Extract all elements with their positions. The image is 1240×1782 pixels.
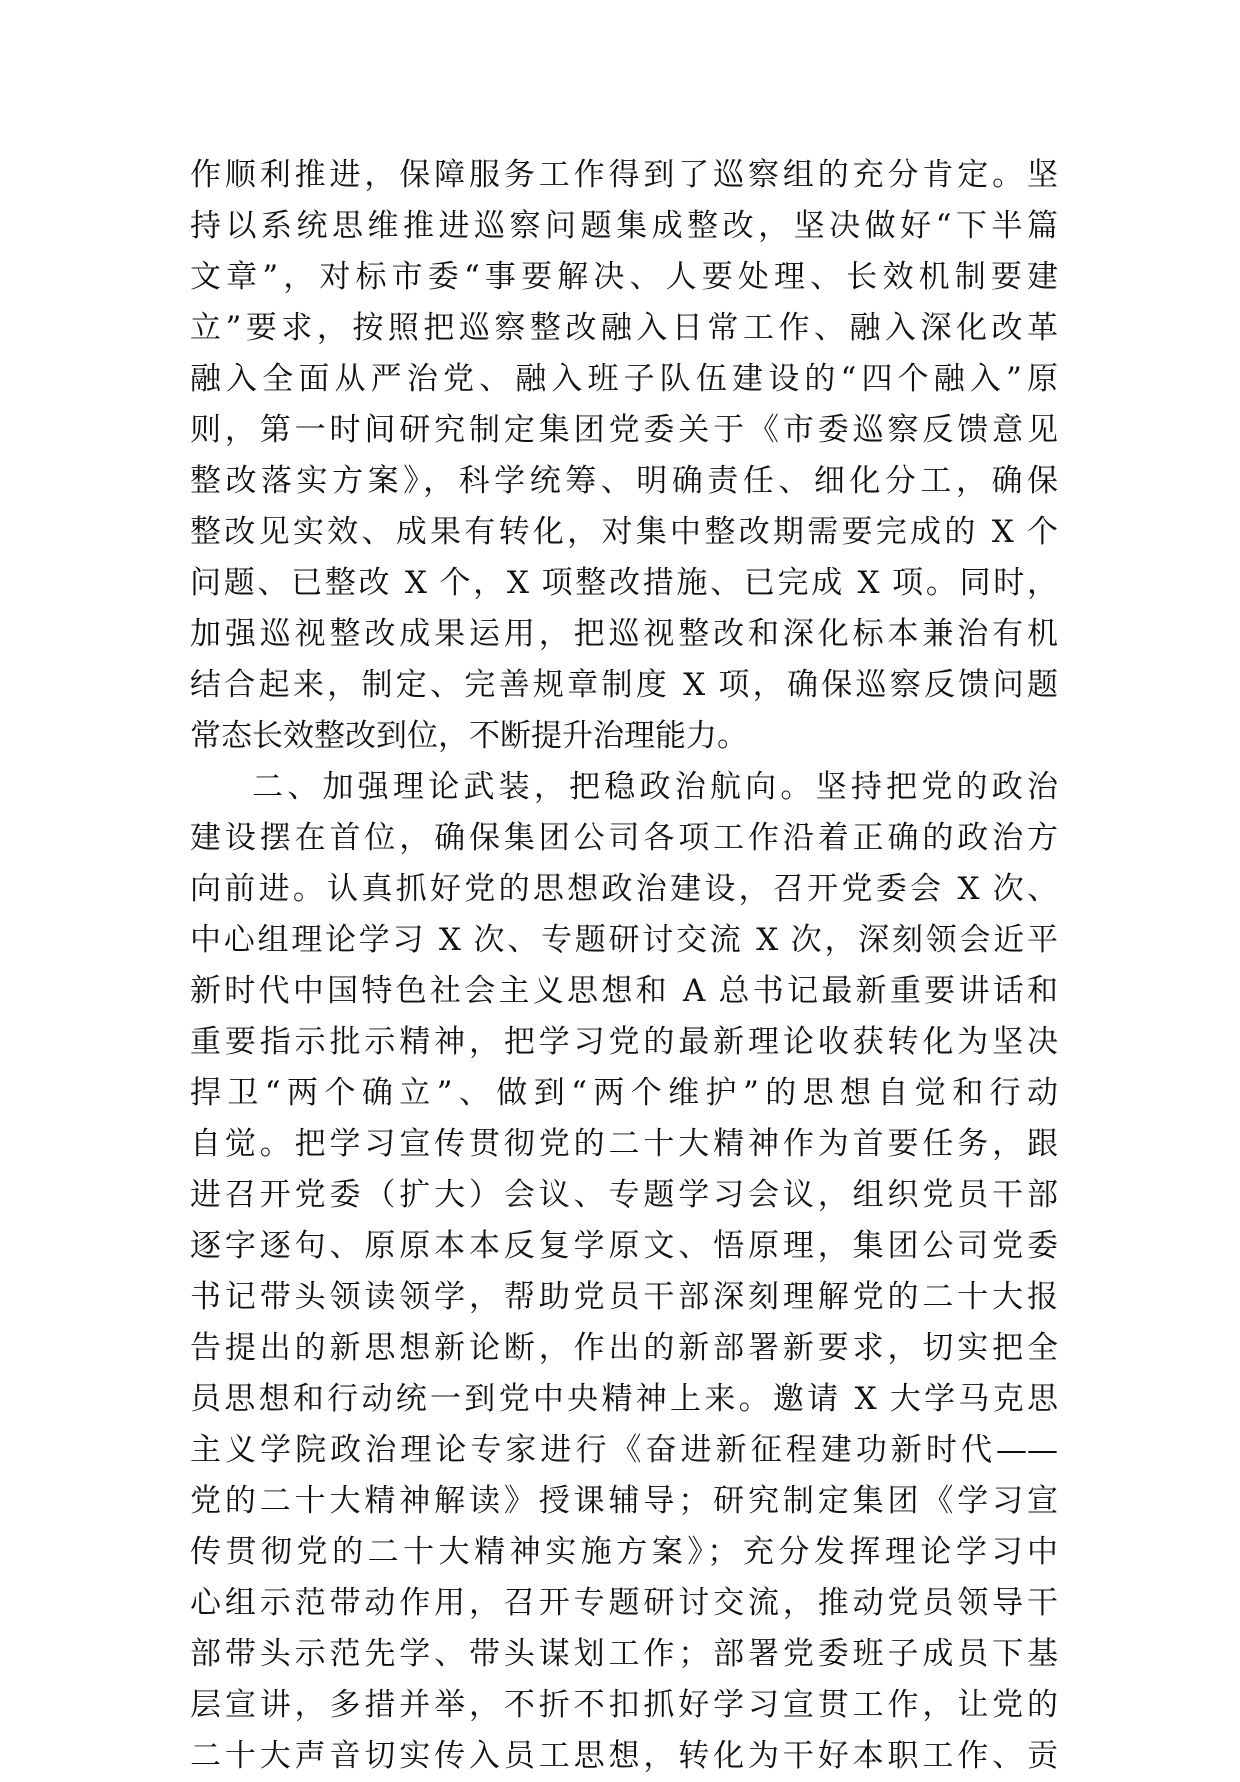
- text-line: 结合起来，制定、完善规章制度 X 项，确保巡察反馈问题: [190, 667, 1058, 703]
- text-line: 自觉。把学习宣传贯彻党的二十大精神作为首要任务，跟: [190, 1126, 1058, 1162]
- text-line: 融入全面从严治党、融入班子队伍建设的“四个融入”原: [190, 361, 1058, 397]
- text-line: 进召开党委（扩大）会议、专题学习会议，组织党员干部: [190, 1177, 1058, 1213]
- body-text: [190, 150, 1058, 1782]
- text-line: 加强巡视整改成果运用，把巡视整改和深化标本兼治有机: [190, 616, 1058, 652]
- text-line: 问题、已整改 X 个，X 项整改措施、已完成 X 项。同时，: [190, 565, 1058, 601]
- text-line: 向前进。认真抓好党的思想政治建设，召开党委会 X 次、: [190, 871, 1058, 907]
- text-line: 整改见实效、成果有转化，对集中整改期需要完成的 X 个: [190, 514, 1058, 550]
- text-line: 主义学院政治理论专家进行《奋进新征程建功新时代——: [190, 1432, 1058, 1468]
- text-line: 中心组理论学习 X 次、专题研讨交流 X 次，深刻领会近平: [190, 922, 1058, 958]
- text-line: 文章”，对标市委“事要解决、人要处理、长效机制要建: [190, 259, 1058, 295]
- text-line: 持以系统思维推进巡察问题集成整改，坚决做好“下半篇: [190, 208, 1058, 244]
- text-line: 建设摆在首位，确保集团公司各项工作沿着正确的政治方: [190, 820, 1058, 856]
- text-line: 捍卫“两个确立”、做到“两个维护”的思想自觉和行动: [190, 1075, 1058, 1111]
- text-line: 心组示范带动作用，召开专题研讨交流，推动党员领导干: [190, 1585, 1058, 1621]
- text-line: 逐字逐句、原原本本反复学原文、悟原理，集团公司党委: [190, 1228, 1058, 1264]
- text-line: 党的二十大精神解读》授课辅导；研究制定集团《学习宣: [190, 1483, 1058, 1519]
- text-line: 作顺利推进，保障服务工作得到了巡察组的充分肯定。坚: [190, 157, 1058, 193]
- text-line: 传贯彻党的二十大精神实施方案》；充分发挥理论学习中: [190, 1534, 1058, 1570]
- text-line: 告提出的新思想新论断，作出的新部署新要求，切实把全: [190, 1330, 1058, 1366]
- text-line: 员思想和行动统一到党中央精神上来。邀请 X 大学马克思: [190, 1381, 1058, 1417]
- text-line: 二十大声音切实传入员工思想，转化为干好本职工作、贡: [190, 1738, 1058, 1774]
- text-line: 重要指示批示精神，把学习党的最新理论收获转化为坚决: [190, 1024, 1058, 1060]
- text-line: 整改落实方案》，科学统筹、明确责任、细化分工，确保: [190, 463, 1058, 499]
- text-line: 书记带头领读领学，帮助党员干部深刻理解党的二十大报: [190, 1279, 1058, 1315]
- paragraph-end-line: 常态长效整改到位，不断提升治理能力。: [190, 718, 748, 754]
- text-line: 则，第一时间研究制定集团党委关于《市委巡察反馈意见: [190, 412, 1058, 448]
- text-line: 新时代中国特色社会主义思想和 A 总书记最新重要讲话和: [190, 973, 1058, 1009]
- section-heading-line: 二、加强理论武装，把稳政治航向。坚持把党的政治: [252, 769, 1058, 805]
- text-line: 立”要求，按照把巡察整改融入日常工作、融入深化改革: [190, 310, 1058, 346]
- text-line: 层宣讲，多措并举，不折不扣抓好学习宣贯工作，让党的: [190, 1687, 1058, 1723]
- text-line: 部带头示范先学、带头谋划工作；部署党委班子成员下基: [190, 1636, 1058, 1672]
